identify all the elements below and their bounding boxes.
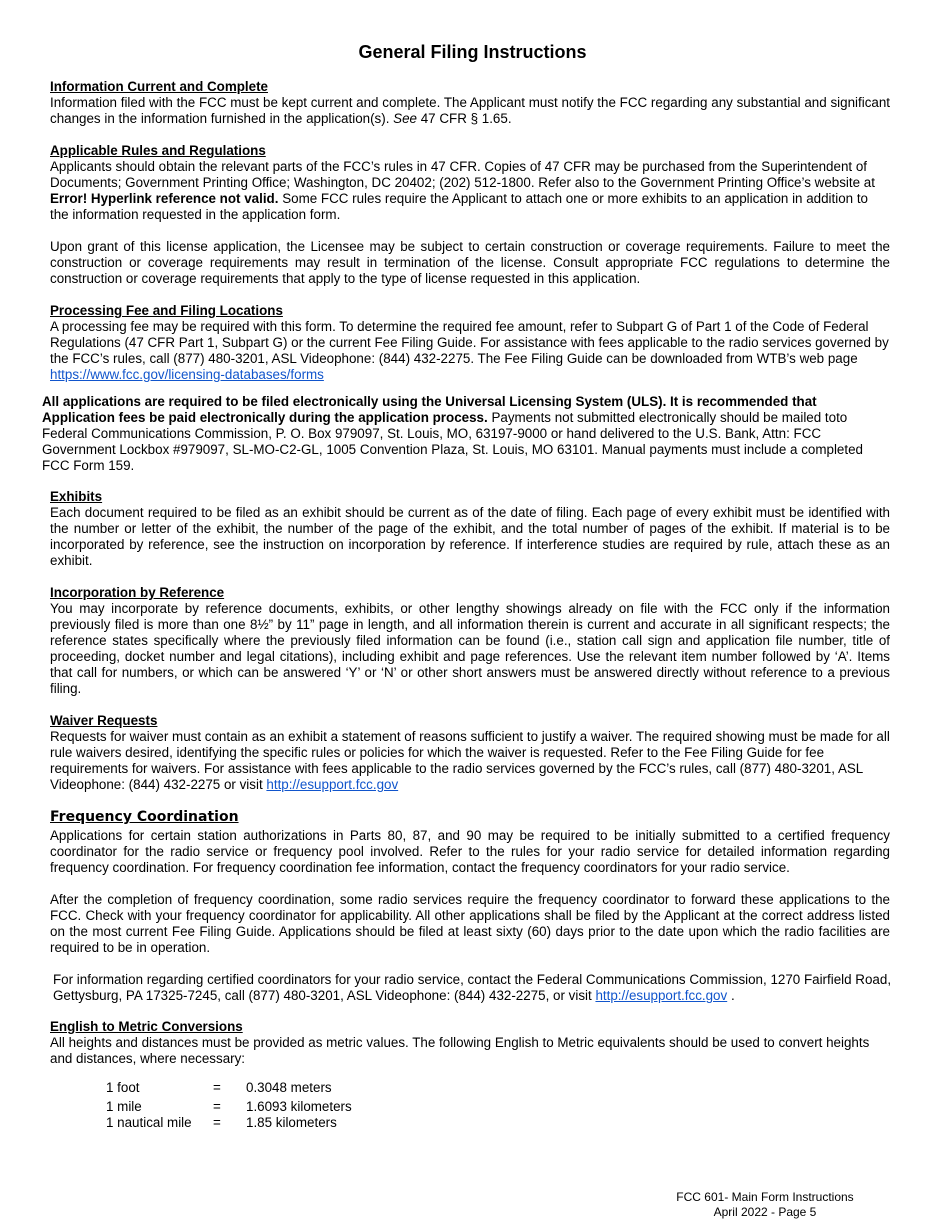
conversion-value: 1.6093 kilometers [246, 1099, 352, 1114]
info-current-heading: Information Current and Complete [50, 79, 268, 94]
section-info-current [50, 79, 890, 127]
conversion-equals: = [213, 1080, 221, 1095]
rules-heading: Applicable Rules and Regulations [50, 143, 266, 158]
section-incorporation [50, 585, 890, 697]
rules-paragraph-2: Upon grant of this license application, the Licensee may be subject to certain construction or coverage requirements. Failure to meet the construction or coverage requirements may result in termination of the license. Consult appropriate FCC regulations to determine the construction or coverage requirements that apply to the type of license requested in this application. [50, 239, 890, 286]
frequency-paragraph-2: After the completion of frequency coordination, some radio services require the frequency coordinator to forward these applications to the FCC. Check with your frequency coordinator for applicability. All other applications shall be filed by the Applicant at the correct address listed on the most current Fee Filing Guide. Applications should be filed at least sixty (60) days prior to the date upon which the radio facilities are required to be in operation. [50, 892, 890, 955]
section-exhibits [50, 489, 890, 569]
frequency-paragraph-3 [53, 972, 893, 1004]
section-waiver [50, 713, 894, 793]
section-frequency [50, 808, 890, 956]
exhibits-paragraph: Each document required to be filed as an exhibit should be current as of the date of filing. Each page of every exhibit must be identified with the number or letter of the exhibit, the number of the page of the exhibit, and the total number of pages of the exhibit. If material is to be incorporated by reference, see the instruction on incorporation by reference. If interference studies are required by rule, attach these as an exhibit. [50, 505, 890, 568]
metric-paragraph: All heights and distances must be provided as metric values. The following English to Metric equivalents should be used to convert heights and distances, where necessary: [50, 1035, 870, 1066]
incorporation-paragraph: You may incorporate by reference documents, exhibits, or other lengthy showings already on file with the FCC only if the information previously filed is more than one 8½” by 11” page in length, and all information therein is current and accurate in all significant respects; the reference states specifically where the previously filed information can be found (i.e., station call sign and application file number, title of proceeding, docket number and legal citations), including exhibit and page references. Use the relevant item number followed by ‘A’. Items that call for numbers, or which can be answered ‘Y’ or ‘N’ or other short answers must be answered directly without reference to a previous filing. [50, 601, 890, 696]
section-electronic-filing [42, 394, 884, 474]
info-current-cite: 47 CFR § 1.65. [420, 111, 512, 126]
section-rules [50, 143, 890, 287]
page-footer [650, 1190, 880, 1220]
electronic-text: Payments not submitted electronically should be mailed toto Federal Communications Commission, P. O. Box 979097, St. Louis, MO, 63197-9000 or hand delivered to the U.S. Bank, Attn: FCC Government Lockbox #979097, SL-MO-C2-GL, 1005 Convention Plaza, St. Louis, MO 63101. Manual payments must include a completed FCC Form 159. [42, 410, 863, 473]
frequency-heading: Frequency Coordination [50, 809, 239, 825]
frequency-esupport-link[interactable]: http://esupport.fcc.gov [595, 988, 728, 1003]
waiver-paragraph [50, 729, 894, 793]
conversion-value: 0.3048 meters [246, 1080, 332, 1095]
fees-paragraph [50, 319, 898, 383]
section-fees [50, 303, 898, 383]
footer-date-page: April 2022 - Page 5 [713, 1205, 817, 1219]
waiver-esupport-link[interactable]: http://esupport.fcc.gov [266, 777, 399, 792]
fees-text: A processing fee may be required with this form. To determine the required fee amount, refer to Subpart G of Part 1 of the Code of Federal Regulations (47 CFR Part 1, Subpart G) or the current Fee Filing Guide. For assistance with fees applicable to the radio services governed by the FCC’s rules, call (877) 480-3201, ASL Videophone: (844) 432-2275. The Fee Filing Guide can be downloaded from WTB’s web page [50, 319, 889, 366]
rules-paragraph-1 [50, 159, 890, 223]
info-current-text [50, 95, 890, 127]
waiver-heading: Waiver Requests [50, 713, 158, 728]
section-metric [50, 1019, 890, 1067]
frequency-paragraph-1: Applications for certain station authorizations in Parts 80, 87, and 90 may be required to be initially submitted to a certified frequency coordinator for the radio service or frequency pool involved. Refer to the rules for your radio service for detailed information regarding frequency coordination. For frequency coordination fee information, contact the frequency coordinators for your radio service. [50, 828, 890, 875]
incorporation-heading: Incorporation by Reference [50, 585, 225, 600]
conversion-unit: 1 foot [106, 1080, 140, 1095]
conversion-unit: 1 mile [106, 1099, 142, 1114]
metric-heading: English to Metric Conversions [50, 1019, 243, 1034]
rules-text-b: Some FCC rules require the Applicant to attach one or more exhibits to an application in addition to the information requested in the application form. [50, 191, 869, 222]
conversion-equals: = [213, 1099, 221, 1114]
rules-text-a: Applicants should obtain the relevant parts of the FCC’s rules in 47 CFR. Copies of 47 CFR may be purchased from the Superintendent of Documents; Government Printing Office; Washington, DC 20402; (202) 512-1800. Refer also to the Government Printing Office’s website at [50, 159, 875, 190]
info-current-see: See [393, 111, 417, 126]
electronic-bold-text: All applications are required to be filed electronically using the Universal Licensing System (ULS). It is recommended that Application fees be paid electronically during the application process. [42, 394, 817, 425]
footer-form-name: FCC 601- Main Form Instructions [676, 1190, 854, 1204]
page-title: General Filing Instructions [358, 42, 587, 62]
frequency-contact-text: For information regarding certified coordinators for your radio service, contact the Federal Communications Commission, 1270 Fairfield Road, Gettysburg, PA 17325-7245, call (877) 480-3201, ASL Videophone: (844) 432-2275, or visit [53, 972, 892, 1003]
fees-forms-link[interactable]: https://www.fcc.gov/licensing-databases/forms [50, 367, 324, 382]
info-current-lead: Information filed with the FCC must be kept current and complete. The Applicant must notify the FCC regarding any substantial and significant changes in the information furnished in the application(s). [50, 95, 890, 126]
fees-heading: Processing Fee and Filing Locations [50, 303, 283, 318]
conversion-equals: = [213, 1115, 221, 1130]
rules-error-text: Error! Hyperlink reference not valid. [50, 191, 279, 206]
frequency-period: . [730, 988, 735, 1003]
exhibits-heading: Exhibits [50, 489, 103, 504]
conversion-value: 1.85 kilometers [246, 1115, 337, 1130]
conversion-unit: 1 nautical mile [106, 1115, 192, 1130]
waiver-text: Requests for waiver must contain as an exhibit a statement of reasons sufficient to justify a waiver. The required showing must be made for all rule waivers desired, identifying the specific rules or policies for which the waiver is requested. Refer to the Fee Filing Guide for fee requirements for waivers. For assistance with fees applicable to the radio services governed by the FCC’s rules, call (877) 480-3201, ASL Videophone: (844) 432-2275 or visit [50, 729, 890, 792]
